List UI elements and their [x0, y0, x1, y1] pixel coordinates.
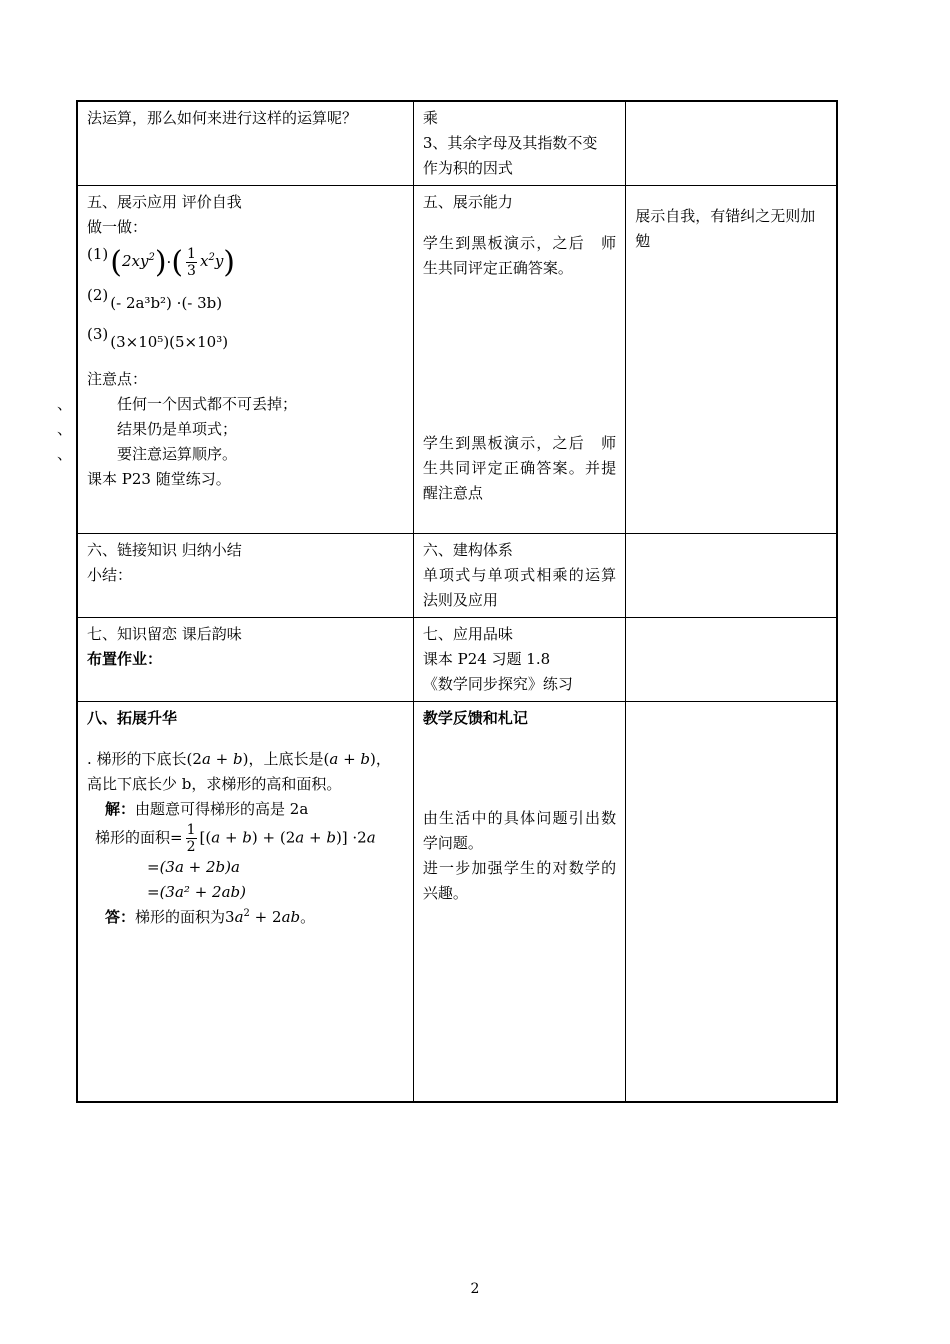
row2-col2: 五、展示能力 学生到黑板演示，之后 师生共同评定正确答案。 学生到黑板演示，之后 师生共同评定正确答案。并提醒注意点 — [413, 186, 625, 534]
note-item: 、 结果仍是单项式； — [57, 420, 238, 438]
lesson-plan-table — [57, 100, 838, 1103]
exercise-2: (2) (- 2a³b²) ·(- 3b) — [87, 286, 223, 312]
row5-col2: 教学反馈和札记 由生活中的具体问题引出数学问题。 进一步加强学生的对数学的兴趣。 — [413, 702, 625, 1102]
row5-col1: 八、拓展升华 . 梯形的下底长(2a + b)，上底长是(a + b)， 高比下底长少 b，求梯形的高和面积。 解：由题意可得梯形的高是 2a 梯形的面积= $\frac{1}{2}$ [(a + b) + (2a + b)] ·2a =(3a + 2b)a =(3a² + 2ab) 答：梯形的面积为$3a^2 + 2ab$。 — [77, 702, 413, 1102]
row1-col3 — [626, 101, 837, 186]
row4-col2: 七、应用品味 课本 P24 习题 1.8 《数学同步探究》练习 — [413, 618, 625, 702]
note-item: 、 任何一个因式都不可丢掉； — [57, 395, 298, 413]
exercise-3: (3) (3×10⁵)(5×10³) — [87, 325, 229, 351]
row4-col1: 七、知识留恋 课后韵味 布置作业： — [77, 618, 413, 702]
row2-col3: 展示自我，有错纠之无则加勉 — [626, 186, 837, 534]
page-number: 2 — [470, 1281, 480, 1297]
row3-col2: 六、建构体系 单项式与单项式相乘的运算法则及应用 — [413, 534, 625, 618]
note-item: 、 要注意运算顺序。 — [57, 445, 238, 463]
row3-col1: 六、链接知识 归纳小结 小结： — [77, 534, 413, 618]
table-row — [77, 186, 837, 534]
row3-col3 — [626, 534, 837, 618]
row4-col3 — [626, 618, 837, 702]
row1-col2: 乘 3、其余字母及其指数不变 作为积的因式 — [413, 101, 625, 186]
row5-col3 — [626, 702, 837, 1102]
table-row — [77, 534, 837, 618]
row1-col1: 法运算，那么如何来进行这样的运算呢？ — [77, 101, 413, 186]
table-row — [77, 702, 837, 1102]
table-row — [77, 101, 837, 186]
area-equation: 梯形的面积= $\frac{1}{2}$ [(a + b) + (2a + b)] ·2a — [95, 822, 376, 855]
table-row — [77, 618, 837, 702]
problem-statement: . 梯形的下底长(2a + b)，上底长是(a + b)， — [87, 750, 391, 768]
row2-col1: 五、展示应用 评价自我 做一做： (1) ( $2xy^2$ ) · ( $\frac{1}{3}$ $x^2y$ ) (2) (- 2a³b²) ·(- 3b) (3) (3×10⁵)(5×10³) 注意点： 、 任何一个因式都不可丢掉； 、 结果仍是单项式； 、 要注意运算顺序。 课本 P23 随堂练习。 — [77, 186, 413, 534]
section-title: 五、展示应用 评价自我 — [87, 193, 242, 211]
exercise-1: (1) ( $2xy^2$ ) · ( $\frac{1}{3}$ $x^2y$ ) — [87, 244, 236, 280]
